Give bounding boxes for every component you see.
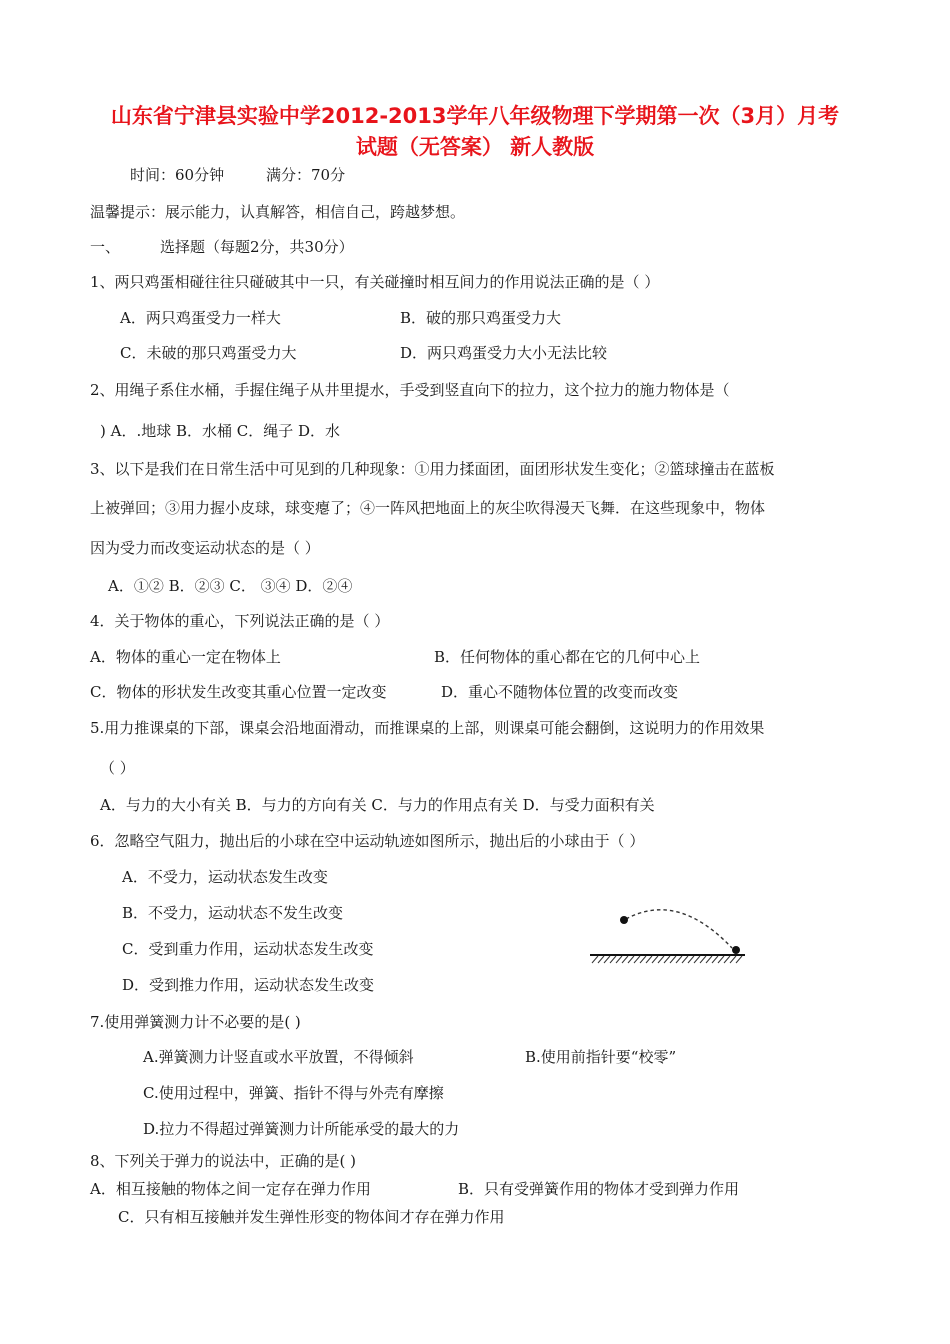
- question-4-option-c: C．物体的形状发生改变其重心位置一定改变: [90, 683, 387, 701]
- question-7-option-d: D.拉力不得超过弹簧测力计所能承受的最大的力: [143, 1120, 460, 1138]
- question-8-option-b: B．只有受弹簧作用的物体才受到弹力作用: [458, 1180, 740, 1198]
- question-2-options: ) A．.地球 B．水桶 C．绳子 D．水: [100, 422, 341, 440]
- question-1-stem: 1、两只鸡蛋相碰往往只碰破其中一只，有关碰撞时相互间力的作用说法正确的是（ ）: [90, 273, 660, 291]
- question-5-stem: 5.用力推课桌的下部，课桌会沿地面滑动，而推课桌的上部，则课桌可能会翻倒，这说明力的作用效果: [90, 719, 765, 737]
- question-5-blank: （ ）: [100, 759, 135, 777]
- exam-title-line1: 山东省宁津县实验中学2012-2013学年八年级物理下学期第一次（3月）月考: [110, 104, 840, 128]
- question-3-line1: 3、以下是我们在日常生活中可见到的几种现象：①用力揉面团，面团形状发生变化；②篮球撞击在蓝板: [90, 460, 775, 478]
- trajectory-dashed-path: [626, 910, 732, 948]
- projectile-trajectory-figure: [590, 905, 745, 965]
- question-6-option-b: B．不受力，运动状态不发生改变: [122, 904, 344, 922]
- ball-end: [732, 946, 740, 954]
- question-1-option-c: C．未破的那只鸡蛋受力大: [120, 344, 297, 362]
- ground-hatching: [592, 956, 742, 963]
- question-7-stem: 7.使用弹簧测力计不必要的是( ): [90, 1013, 301, 1031]
- question-3-line2: 上被弹回；③用力握小皮球，球变瘪了；④一阵风把地面上的灰尘吹得漫天飞舞．在这些现象中，物体: [90, 499, 766, 517]
- question-6-option-a: A．不受力，运动状态发生改变: [122, 868, 328, 886]
- exam-full-score: 满分：70分: [266, 166, 346, 184]
- question-7-option-b: B.使用前指针要“校零”: [525, 1048, 677, 1066]
- question-4-option-d: D．重心不随物体位置的改变而改变: [441, 683, 679, 701]
- question-4-option-a: A．物体的重心一定在物体上: [90, 648, 281, 666]
- question-6-stem: 6．忽略空气阻力，抛出后的小球在空中运动轨迹如图所示，抛出后的小球由于（ ）: [90, 832, 645, 850]
- question-8-stem: 8、下列关于弹力的说法中，正确的是( ): [90, 1152, 357, 1170]
- question-4-option-b: B．任何物体的重心都在它的几何中心上: [434, 648, 701, 666]
- question-7-option-a: A.弹簧测力计竖直或水平放置，不得倾斜: [143, 1048, 414, 1066]
- question-2-stem: 2、用绳子系住水桶，手握住绳子从井里提水，手受到竖直向下的拉力，这个拉力的施力物体是（: [90, 381, 730, 399]
- question-6-option-d: D．受到推力作用，运动状态发生改变: [122, 976, 375, 994]
- question-4-stem: 4．关于物体的重心，下列说法正确的是（ ）: [90, 612, 390, 630]
- exam-time: 时间：60分钟: [130, 166, 225, 184]
- question-8-option-a: A．相互接触的物体之间一定存在弹力作用: [90, 1180, 371, 1198]
- warm-tip: 温馨提示：展示能力，认真解答，相信自己，跨越梦想。: [90, 203, 466, 221]
- question-7-option-c: C.使用过程中，弹簧、指针不得与外壳有摩擦: [143, 1084, 444, 1102]
- question-5-options: A．与力的大小有关 B．与力的方向有关 C．与力的作用点有关 D．与受力面积有关: [100, 796, 655, 814]
- section-number: 一、: [90, 238, 121, 256]
- question-3-options: A．①② B．②③ C． ③④ D．②④: [108, 577, 353, 595]
- exam-title-line2: 试题（无答案） 新人教版: [355, 135, 595, 159]
- question-3-line3: 因为受力而改变运动状态的是（ ）: [90, 539, 320, 557]
- question-1-option-a: A．两只鸡蛋受力一样大: [120, 309, 281, 327]
- question-6-option-c: C．受到重力作用，运动状态发生改变: [122, 940, 374, 958]
- question-1-option-b: B．破的那只鸡蛋受力大: [400, 309, 562, 327]
- section-heading: 选择题（每题2分，共30分）: [160, 238, 354, 256]
- question-8-option-c: C．只有相互接触并发生弹性形变的物体间才存在弹力作用: [118, 1208, 505, 1226]
- question-1-option-d: D．两只鸡蛋受力大小无法比较: [400, 344, 608, 362]
- ball-start: [620, 916, 628, 924]
